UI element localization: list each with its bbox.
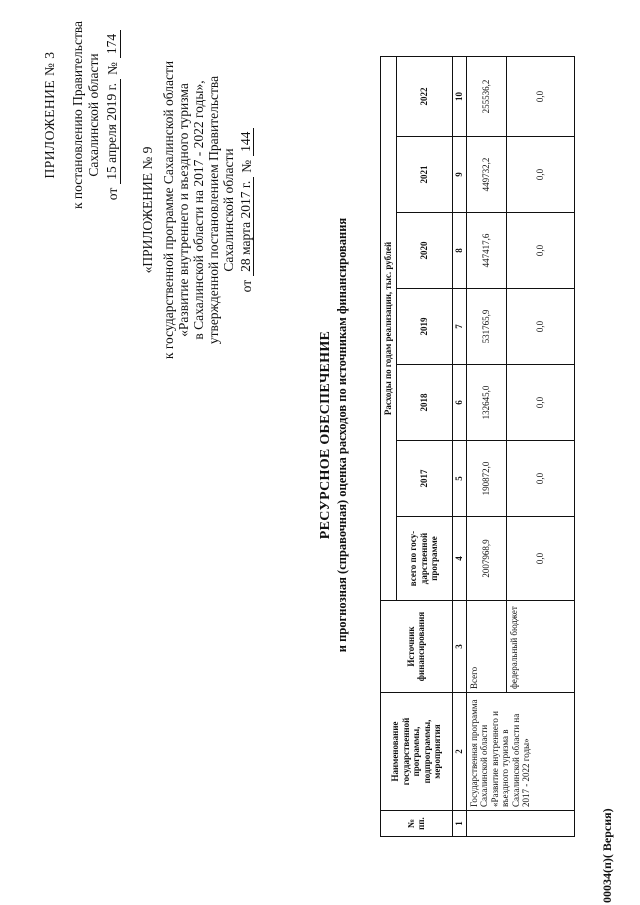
appendix-9-title: «ПРИЛОЖЕНИЕ № 9	[140, 146, 155, 274]
appendix-3-number: 174	[104, 30, 121, 58]
column-number: 10	[452, 56, 466, 136]
header-name: Наименование государственной программы, подпрограммы, мероприятия	[381, 693, 453, 811]
value-cell: 255536,2	[466, 56, 506, 136]
value-cell: 0,0	[506, 289, 574, 365]
value-cell: 447417,6	[466, 213, 506, 289]
column-number: 1	[452, 811, 466, 837]
number-label: №	[239, 159, 254, 173]
column-number-row	[452, 56, 466, 836]
appendix-3-date: 15 апреля 2019 г.	[104, 79, 121, 184]
appendix-9-block	[140, 30, 254, 390]
appendix-3-line2: Сахалинской области	[86, 53, 101, 177]
footer-stamp: 00034(п)( Версия)	[600, 808, 614, 903]
value-cell: 190872,0	[466, 441, 506, 517]
value-cell: 0,0	[506, 365, 574, 441]
column-number: 6	[452, 365, 466, 441]
value-cell: 449732,2	[466, 137, 506, 213]
header-year: 2020	[396, 213, 452, 289]
value-cell: 132645,0	[466, 365, 506, 441]
appendix-9-line3: в Сахалинской области на 2017 - 2022 годы»,	[191, 80, 206, 340]
column-number: 9	[452, 137, 466, 213]
header-year: 2022	[396, 56, 452, 136]
table-header-row	[381, 56, 397, 836]
appendix-9-date: 28 марта 2017 г.	[238, 177, 254, 276]
appendix-9-line5: Сахалинской области	[221, 148, 236, 272]
column-number: 5	[452, 441, 466, 517]
header-year: 2018	[396, 365, 452, 441]
appendix-3-title: ПРИЛОЖЕНИЕ № 3	[42, 51, 57, 179]
heading-subtitle: и прогнозная (справочная) оценка расходов по источникам финансирования	[335, 217, 349, 653]
appendix-3-line1: к постановлению Правительства	[70, 20, 85, 210]
column-number: 3	[452, 601, 466, 693]
table-row	[466, 56, 506, 836]
from-label: от	[239, 279, 254, 293]
source-cell: федеральный бюджет	[506, 601, 574, 693]
header-expenses: Расходы по годам реализации, тыс. рублей	[381, 56, 397, 600]
appendix-9-date-line	[238, 30, 254, 390]
row-num-cell	[466, 811, 574, 837]
total-cell: 2007968,9	[466, 517, 506, 601]
appendix-9-line2: «Развитие внутреннего и въездного туризма	[176, 83, 191, 337]
header-num: № пп.	[381, 811, 453, 837]
column-number: 4	[452, 517, 466, 601]
appendix-3-date-line	[104, 15, 121, 215]
appendix-9-line4: утвержденной постановлением Правительства	[206, 75, 221, 345]
value-cell: 0,0	[506, 56, 574, 136]
header-year: 2017	[396, 441, 452, 517]
header-year: 2019	[396, 289, 452, 365]
from-label: от	[105, 187, 120, 201]
appendix-9-line1: к государственной программе Сахалинской области	[161, 60, 176, 360]
value-cell: 531765,9	[466, 289, 506, 365]
total-cell: 0,0	[506, 517, 574, 601]
document-heading	[318, 175, 350, 695]
number-label: №	[105, 62, 120, 75]
value-cell: 0,0	[506, 441, 574, 517]
appendix-9-number: 144	[238, 128, 254, 156]
header-total: всего по госу- дарственной программе	[396, 517, 452, 601]
column-number: 7	[452, 289, 466, 365]
header-year: 2021	[396, 137, 452, 213]
value-cell: 0,0	[506, 213, 574, 289]
column-number: 8	[452, 213, 466, 289]
source-cell: Всего	[466, 601, 506, 693]
value-cell: 0,0	[506, 137, 574, 213]
resources-table	[380, 56, 575, 837]
column-number: 2	[452, 693, 466, 811]
heading-title: РЕСУРСНОЕ ОБЕСПЕЧЕНИЕ	[318, 330, 333, 540]
appendix-3-block	[42, 15, 121, 215]
program-name-cell: Государственная программа Сахалинской области «Развитие внутреннего и въездного туризма в Сахалинской области на 2017 - 2022 годы»	[466, 693, 574, 811]
header-source: Источник финансирования	[381, 601, 453, 693]
